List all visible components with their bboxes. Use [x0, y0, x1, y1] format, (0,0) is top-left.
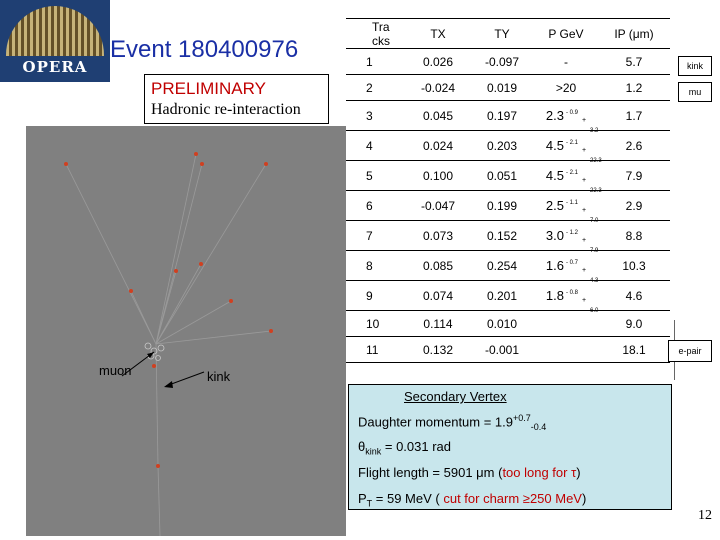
- momentum-error-upper: 3.2: [590, 128, 599, 134]
- track-number: 3: [346, 101, 406, 131]
- track-number: 2: [346, 75, 406, 101]
- track-tx: 0.045: [406, 101, 470, 131]
- event-display: [26, 126, 346, 536]
- momentum-value: 4.5: [545, 167, 564, 183]
- table-row: [346, 191, 670, 221]
- header-tracks: Tra cks: [346, 19, 406, 49]
- track-ip: 2.6: [598, 131, 670, 161]
- flight-length-label: Flight length = 5901 μm (: [358, 465, 503, 480]
- track-p: [534, 191, 599, 224]
- track-tx: 0.114: [406, 311, 470, 337]
- track-number: 10: [346, 311, 406, 337]
- momentum-value: 1.6: [545, 257, 564, 273]
- momentum-error-minus: - 0.9: [565, 109, 578, 116]
- track-p: [534, 337, 598, 363]
- track-p: [534, 311, 598, 337]
- table-row: [346, 101, 670, 131]
- track-ty: -0.001: [470, 337, 534, 363]
- track-tx: -0.047: [406, 191, 470, 221]
- header-ip: IP (μm): [598, 19, 670, 49]
- track-ty: 0.203: [470, 131, 534, 161]
- pt-subscript: T: [366, 498, 373, 509]
- momentum-error-minus: - 1.2: [565, 229, 578, 236]
- tracks-table: [346, 18, 670, 363]
- kink-angle-value: = 0.031 rad: [381, 439, 451, 454]
- table-row: [346, 75, 670, 101]
- momentum-error-minus: - 1.1: [565, 199, 578, 206]
- track-p: >20: [534, 75, 598, 101]
- track-ty: 0.051: [470, 161, 534, 191]
- track-number: 4: [346, 131, 406, 161]
- kink-label: kink: [207, 369, 231, 384]
- theta-subscript: kink: [365, 446, 382, 457]
- track-number: 5: [346, 161, 406, 191]
- track-ty: 0.197: [470, 101, 534, 131]
- momentum-error-minus: - 2.1: [565, 169, 578, 176]
- flight-length-close: ): [576, 465, 581, 480]
- track-number: 1: [346, 49, 406, 75]
- track-tx: 0.132: [406, 337, 470, 363]
- momentum-error-minus: - 0.8: [565, 289, 578, 296]
- track-ip: 9.0: [598, 311, 670, 337]
- track-ty: 0.152: [470, 221, 534, 251]
- track-ty: 0.010: [470, 311, 534, 337]
- table-row: [346, 311, 670, 337]
- momentum-value: 3.0: [545, 227, 564, 243]
- track-ty: 0.254: [470, 251, 534, 281]
- momentum-value: 2.3: [545, 107, 564, 123]
- momentum-error-minus: - 0.7: [565, 259, 578, 266]
- page-number: 12: [698, 508, 712, 523]
- track-number: 8: [346, 251, 406, 281]
- muon-label: muon: [99, 363, 132, 378]
- secondary-vertex-title: Secondary Vertex: [404, 389, 507, 404]
- track-p: [534, 101, 599, 134]
- daughter-momentum-error-plus: +0.7: [513, 413, 531, 423]
- momentum-error-plus-sign: +: [582, 116, 587, 124]
- logo-emblem: [6, 6, 104, 56]
- opera-logo: [0, 0, 110, 82]
- track-ip: 5.7: [598, 49, 670, 75]
- track-tx: 0.026: [406, 49, 470, 75]
- track-tx: 0.074: [406, 281, 470, 311]
- momentum-error-plus-sign: +: [582, 266, 587, 274]
- daughter-momentum-error-minus: -0.4: [530, 421, 547, 432]
- event-title: Event 180400976: [110, 36, 299, 63]
- pt-close: ): [581, 491, 587, 506]
- track-number: 7: [346, 221, 406, 251]
- momentum-error-plus-sign: +: [582, 146, 587, 154]
- track-tx: -0.024: [406, 75, 470, 101]
- flight-length: [358, 465, 581, 480]
- table-row: [346, 161, 670, 191]
- track-tx: 0.085: [406, 251, 470, 281]
- pt-value: = 59 MeV (: [372, 491, 444, 506]
- track-ip: 8.8: [598, 221, 670, 251]
- table-row: [346, 281, 670, 311]
- momentum-value: 4.5: [545, 137, 564, 153]
- logo-text: OPERA: [22, 58, 88, 76]
- mu-tag: mu: [678, 82, 712, 102]
- kink-angle: [358, 439, 451, 457]
- table-header-row: [346, 19, 670, 49]
- track-ip: 18.1: [598, 337, 670, 363]
- track-number: 6: [346, 191, 406, 221]
- track-ip: 10.3: [598, 251, 670, 281]
- track-ty: 0.199: [470, 191, 534, 221]
- momentum-error-upper: 7.0: [590, 218, 599, 224]
- header-ty: TY: [470, 19, 534, 49]
- header-tx: TX: [406, 19, 470, 49]
- pt-symbol: P: [358, 491, 367, 506]
- transverse-momentum: [358, 491, 586, 509]
- track-tx: 0.100: [406, 161, 470, 191]
- preliminary-label: PRELIMINARY: [151, 79, 266, 98]
- event-display-tracks: [26, 126, 346, 536]
- track-ty: -0.097: [470, 49, 534, 75]
- interaction-type-label: Hadronic re-interaction: [151, 101, 301, 118]
- header-p: P GeV: [534, 19, 598, 49]
- track-number: 9: [346, 281, 406, 311]
- momentum-error-upper: 7.9: [590, 248, 599, 254]
- table-row: [346, 49, 670, 75]
- track-p: -: [534, 49, 598, 75]
- track-tx: 0.073: [406, 221, 470, 251]
- track-tx: 0.024: [406, 131, 470, 161]
- track-ty: 0.201: [470, 281, 534, 311]
- momentum-error-upper: 6.0: [590, 308, 599, 314]
- track-ip: 1.7: [598, 101, 670, 131]
- momentum-error-plus-sign: +: [582, 236, 587, 244]
- track-ty: 0.019: [470, 75, 534, 101]
- track-ip: 2.9: [598, 191, 670, 221]
- momentum-error-upper: 22.3: [590, 188, 602, 194]
- track-ip: 4.6: [598, 281, 670, 311]
- momentum-error-plus-sign: +: [582, 206, 587, 214]
- track-p: [534, 161, 602, 194]
- daughter-momentum-label: Daughter momentum = 1.9: [358, 414, 513, 430]
- momentum-error-minus: - 2.1: [565, 139, 578, 146]
- momentum-error-plus-sign: +: [582, 176, 587, 184]
- track-ip: 1.2: [598, 75, 670, 101]
- momentum-value: 1.8: [545, 287, 564, 303]
- track-number: 11: [346, 337, 406, 363]
- flight-length-note: too long for τ: [502, 465, 577, 480]
- theta-symbol: θ: [358, 439, 366, 454]
- track-ip: 7.9: [598, 161, 670, 191]
- table-row: [346, 221, 670, 251]
- pt-note: cut for charm ≥250 MeV: [443, 491, 582, 506]
- table-row: [346, 251, 670, 281]
- table-row: [346, 337, 670, 363]
- secondary-vertex-box: [348, 384, 672, 510]
- kink-tag: kink: [678, 56, 712, 76]
- momentum-value: 2.5: [545, 197, 564, 213]
- preliminary-box: [144, 74, 329, 124]
- daughter-momentum: [358, 413, 546, 432]
- momentum-error-upper: 22.3: [590, 158, 602, 164]
- table-row: [346, 131, 670, 161]
- momentum-error-upper: 4.3: [590, 278, 599, 284]
- epair-tag: e-pair: [668, 340, 712, 362]
- momentum-error-plus-sign: +: [582, 296, 587, 304]
